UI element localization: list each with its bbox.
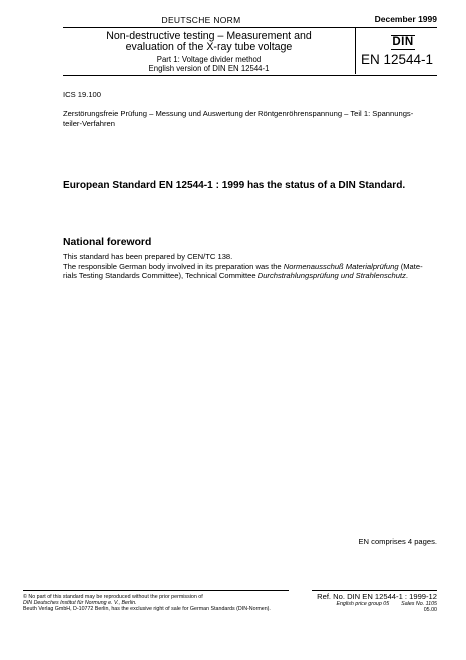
foreword-line-3-text: rials Testing Standards Committee), Technical Committee xyxy=(63,271,258,281)
copyright-notice xyxy=(23,594,303,613)
copyright-line-2: DIN Deutsches Institut für Normung e. V., Berlin. xyxy=(23,600,137,607)
foreword-line-2 xyxy=(63,262,438,272)
german-title-line-2: teiler-Verfahren xyxy=(63,118,115,128)
sales-metadata xyxy=(300,601,437,614)
committee-name-german: Normenausschuß Materialprüfung xyxy=(283,261,399,271)
foreword-line-1: This standard has been prepared by CEN/TC 138. xyxy=(63,252,233,261)
national-foreword-body xyxy=(63,252,438,281)
document-subtitle xyxy=(63,56,355,73)
copyright-line-1: © No part of this standard may be reproduced without the prior permission of xyxy=(23,594,203,600)
sales-number: Sales No. 1105 xyxy=(401,601,437,607)
header-top-rule xyxy=(63,27,437,28)
foreword-line-3-suffix: . xyxy=(405,271,409,281)
edition-code: 05.00 xyxy=(423,607,437,614)
standard-number: EN 12544-1 xyxy=(360,52,434,67)
footer-right-rule xyxy=(312,590,437,591)
copyright-line-3: Beuth Verlag GmbH, D-10772 Berlin, has the exclusive right of sale for German Standards (DIN-Normen). xyxy=(23,606,271,613)
publication-date: December 1999 xyxy=(374,14,437,24)
document-title xyxy=(63,31,355,53)
din-logo xyxy=(391,35,415,50)
technical-committee-name: Durchstrahlungsprüfung und Strahlenschutz xyxy=(257,271,406,281)
logo-text: DIN xyxy=(392,36,414,48)
german-title-line-1: Zerstörungsfreie Prüfung – Messung und Auswertung der Röntgenröhrenspannung – Teil 1: Spannungs- xyxy=(63,109,414,118)
status-statement: European Standard EN 12544-1 : 1999 has the status of a DIN Standard. xyxy=(63,180,406,191)
reference-number: Ref. No. DIN EN 12544-1 : 1999-12 xyxy=(317,592,437,601)
logo-bottom-rule xyxy=(391,49,415,50)
title-block xyxy=(63,29,355,75)
subtitle-line-2: English version of DIN EN 12544-1 xyxy=(148,63,270,73)
page-count-note: EN comprises 4 pages. xyxy=(358,537,437,546)
footer-left-rule xyxy=(23,590,289,591)
german-title xyxy=(63,109,438,128)
title-line-2: evaluation of the X-ray tube voltage xyxy=(125,41,293,53)
header-divider xyxy=(355,28,356,74)
ics-code: ICS 19.100 xyxy=(63,90,101,99)
price-group: English price group 05 xyxy=(336,601,390,607)
header-bottom-rule xyxy=(63,75,437,76)
foreword-line-2-suffix: (Mate- xyxy=(398,261,423,271)
national-foreword-heading: National foreword xyxy=(63,237,152,248)
subtitle-line-1: Part 1: Voltage divider method xyxy=(156,55,262,64)
title-line-1: Non-destructive testing – Measurement and xyxy=(106,30,312,42)
foreword-line-2-text: The responsible German body involved in its preparation was the xyxy=(63,261,284,271)
publisher-label: DEUTSCHE NORM xyxy=(161,15,241,25)
foreword-line-3 xyxy=(63,271,438,281)
